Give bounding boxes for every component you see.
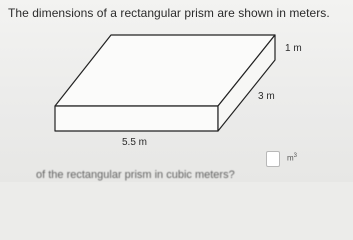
prism-front-face <box>55 106 218 131</box>
answer-unit-base: m <box>287 153 294 163</box>
answer-unit-exponent: 3 <box>293 153 298 159</box>
length-label: 5.5 m <box>122 137 148 148</box>
width-label: 3 m <box>258 91 275 102</box>
height-label: 1 m <box>285 43 302 54</box>
problem-statement: The dimensions of a rectangular prism are shown in meters. <box>8 6 330 20</box>
answer-input[interactable] <box>266 151 280 167</box>
answer-unit <box>287 153 297 163</box>
question-prompt: of the rectangular prism in cubic meters? <box>36 169 235 181</box>
